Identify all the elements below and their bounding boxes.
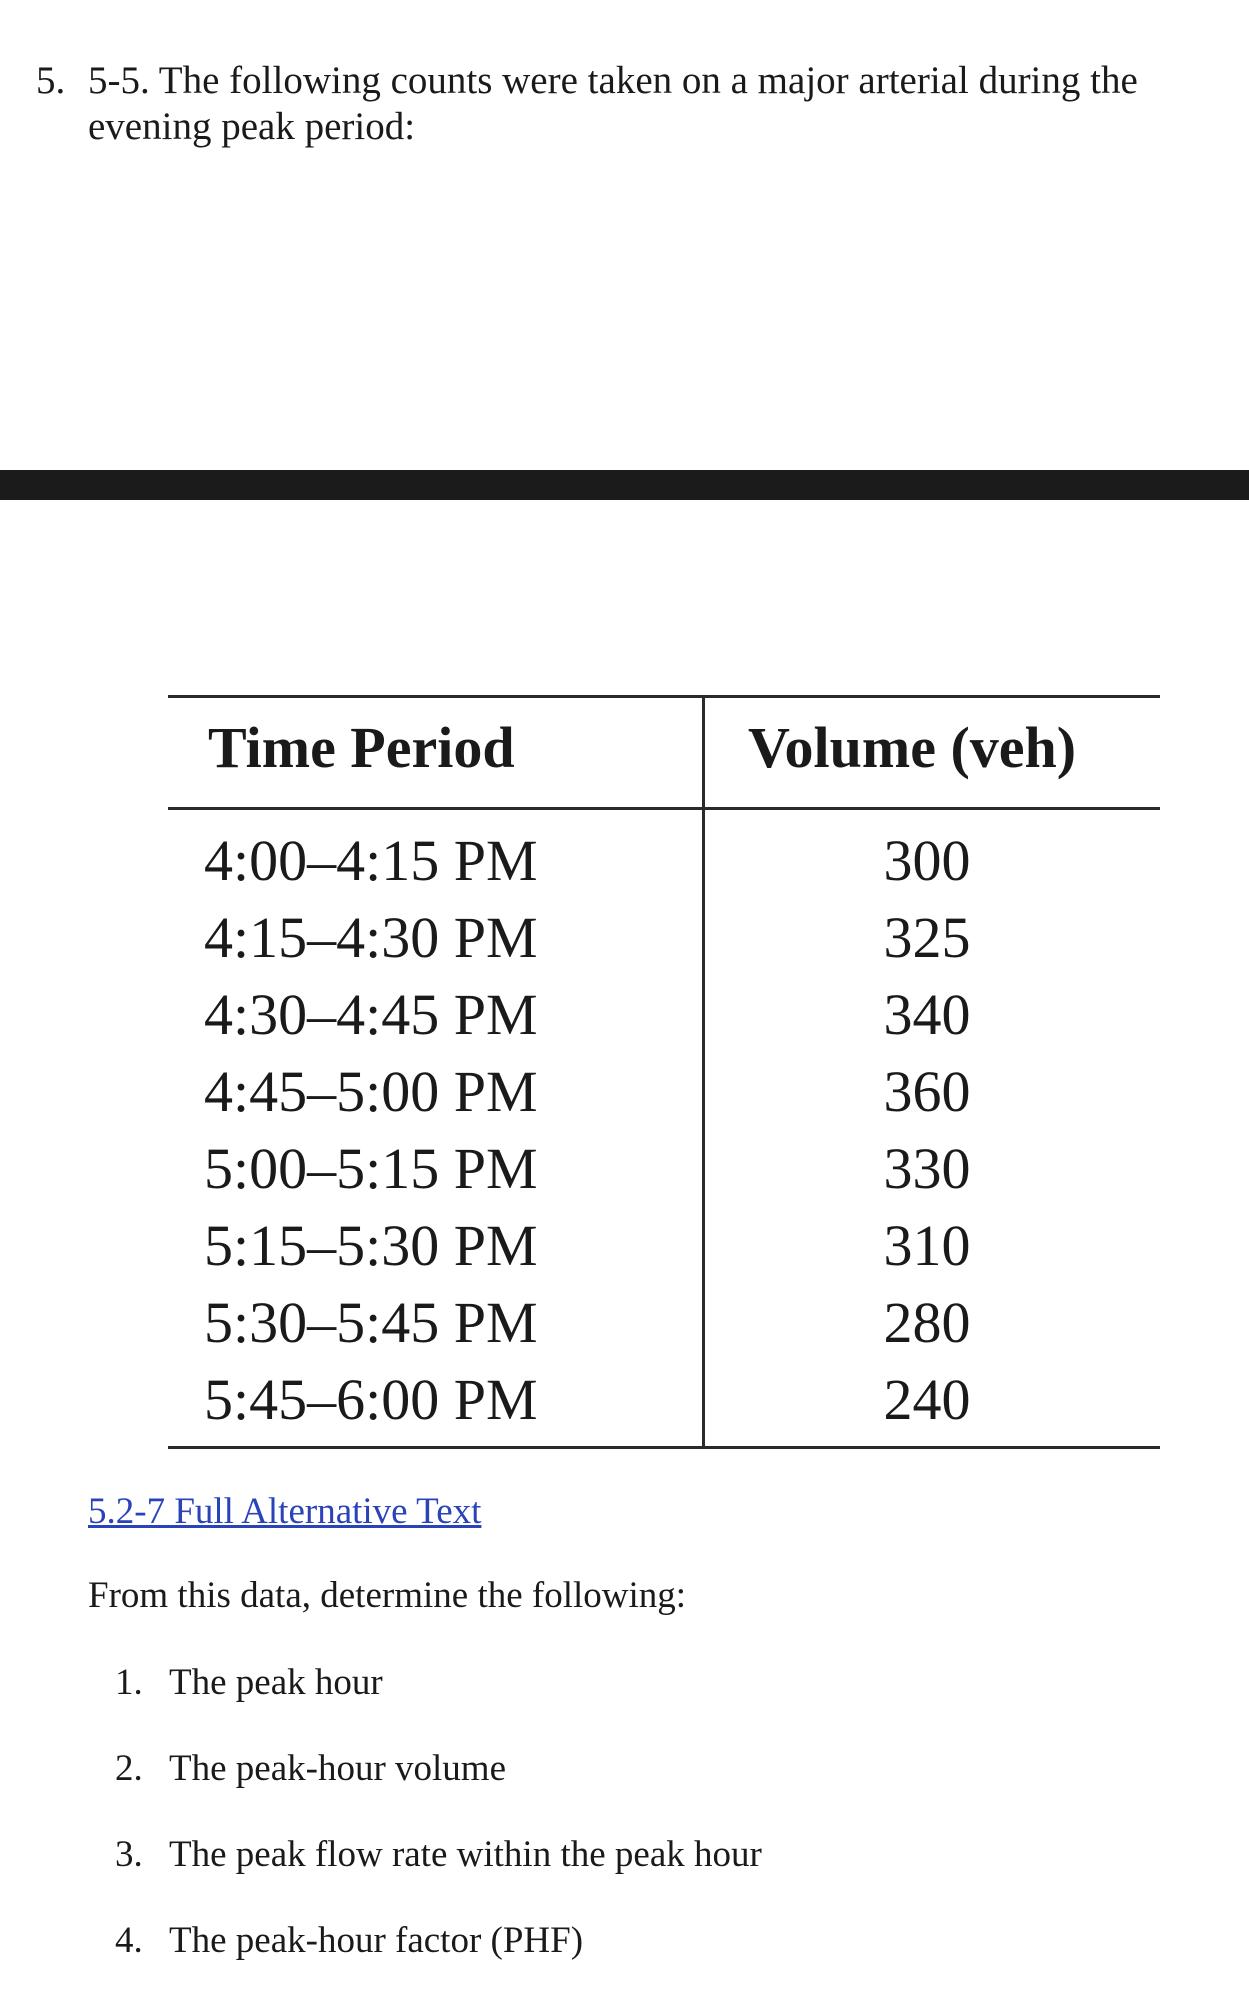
table-top-rule (168, 695, 1160, 698)
table-row (168, 1053, 1160, 1130)
list-item (115, 1832, 762, 1918)
full-alternative-text-link[interactable]: 5.2-7 Full Alternative Text (88, 1491, 482, 1532)
cell-time: 5:00–5:15 PM (204, 1136, 538, 1201)
item-text: The peak hour (169, 1662, 383, 1703)
cell-time: 4:30–4:45 PM (204, 982, 538, 1047)
table-bottom-rule (168, 1446, 1160, 1449)
item-number: 2. (115, 1748, 143, 1789)
item-number: 1. (115, 1662, 143, 1703)
cell-volume: 310 (883, 1213, 971, 1278)
table-row (168, 1284, 1160, 1361)
cell-volume: 340 (883, 982, 971, 1047)
traffic-count-table (168, 695, 1160, 1449)
list-item (115, 1660, 762, 1746)
header-volume: Volume (veh) (748, 715, 1077, 780)
item-text: The peak-hour volume (169, 1748, 506, 1789)
item-text: The peak flow rate within the peak hour (169, 1834, 762, 1875)
cell-volume: 300 (883, 828, 971, 893)
cell-time: 5:15–5:30 PM (204, 1213, 538, 1278)
table-row (168, 976, 1160, 1053)
table-row (168, 899, 1160, 976)
cell-volume: 360 (883, 1059, 971, 1124)
header-time-period: Time Period (208, 715, 515, 780)
item-number: 4. (115, 1920, 143, 1961)
cell-time: 5:30–5:45 PM (204, 1290, 538, 1355)
table-row (168, 822, 1160, 899)
cell-time: 4:15–4:30 PM (204, 905, 538, 970)
cell-volume: 325 (883, 905, 971, 970)
question-text: 5-5. The following counts were taken on a major arterial during the evening peak period: (88, 59, 1138, 148)
table-row (168, 1207, 1160, 1284)
cell-time: 4:45–5:00 PM (204, 1059, 538, 1124)
question-number: 5. (36, 59, 66, 102)
table-row (168, 1361, 1160, 1438)
item-number: 3. (115, 1834, 143, 1875)
item-text: The peak-hour factor (PHF) (169, 1920, 584, 1961)
divider-bar (0, 470, 1249, 500)
cell-volume: 240 (883, 1367, 971, 1432)
cell-volume: 330 (883, 1136, 971, 1201)
cell-time: 4:00–4:15 PM (204, 828, 538, 893)
cell-volume: 280 (883, 1290, 971, 1355)
table-header-rule (168, 807, 1160, 810)
sub-question-list (115, 1660, 762, 2004)
list-item (115, 1918, 762, 2004)
table-row (168, 1130, 1160, 1207)
list-item (115, 1746, 762, 1832)
cell-time: 5:45–6:00 PM (204, 1367, 538, 1432)
instructions-text: From this data, determine the following: (88, 1575, 687, 1616)
